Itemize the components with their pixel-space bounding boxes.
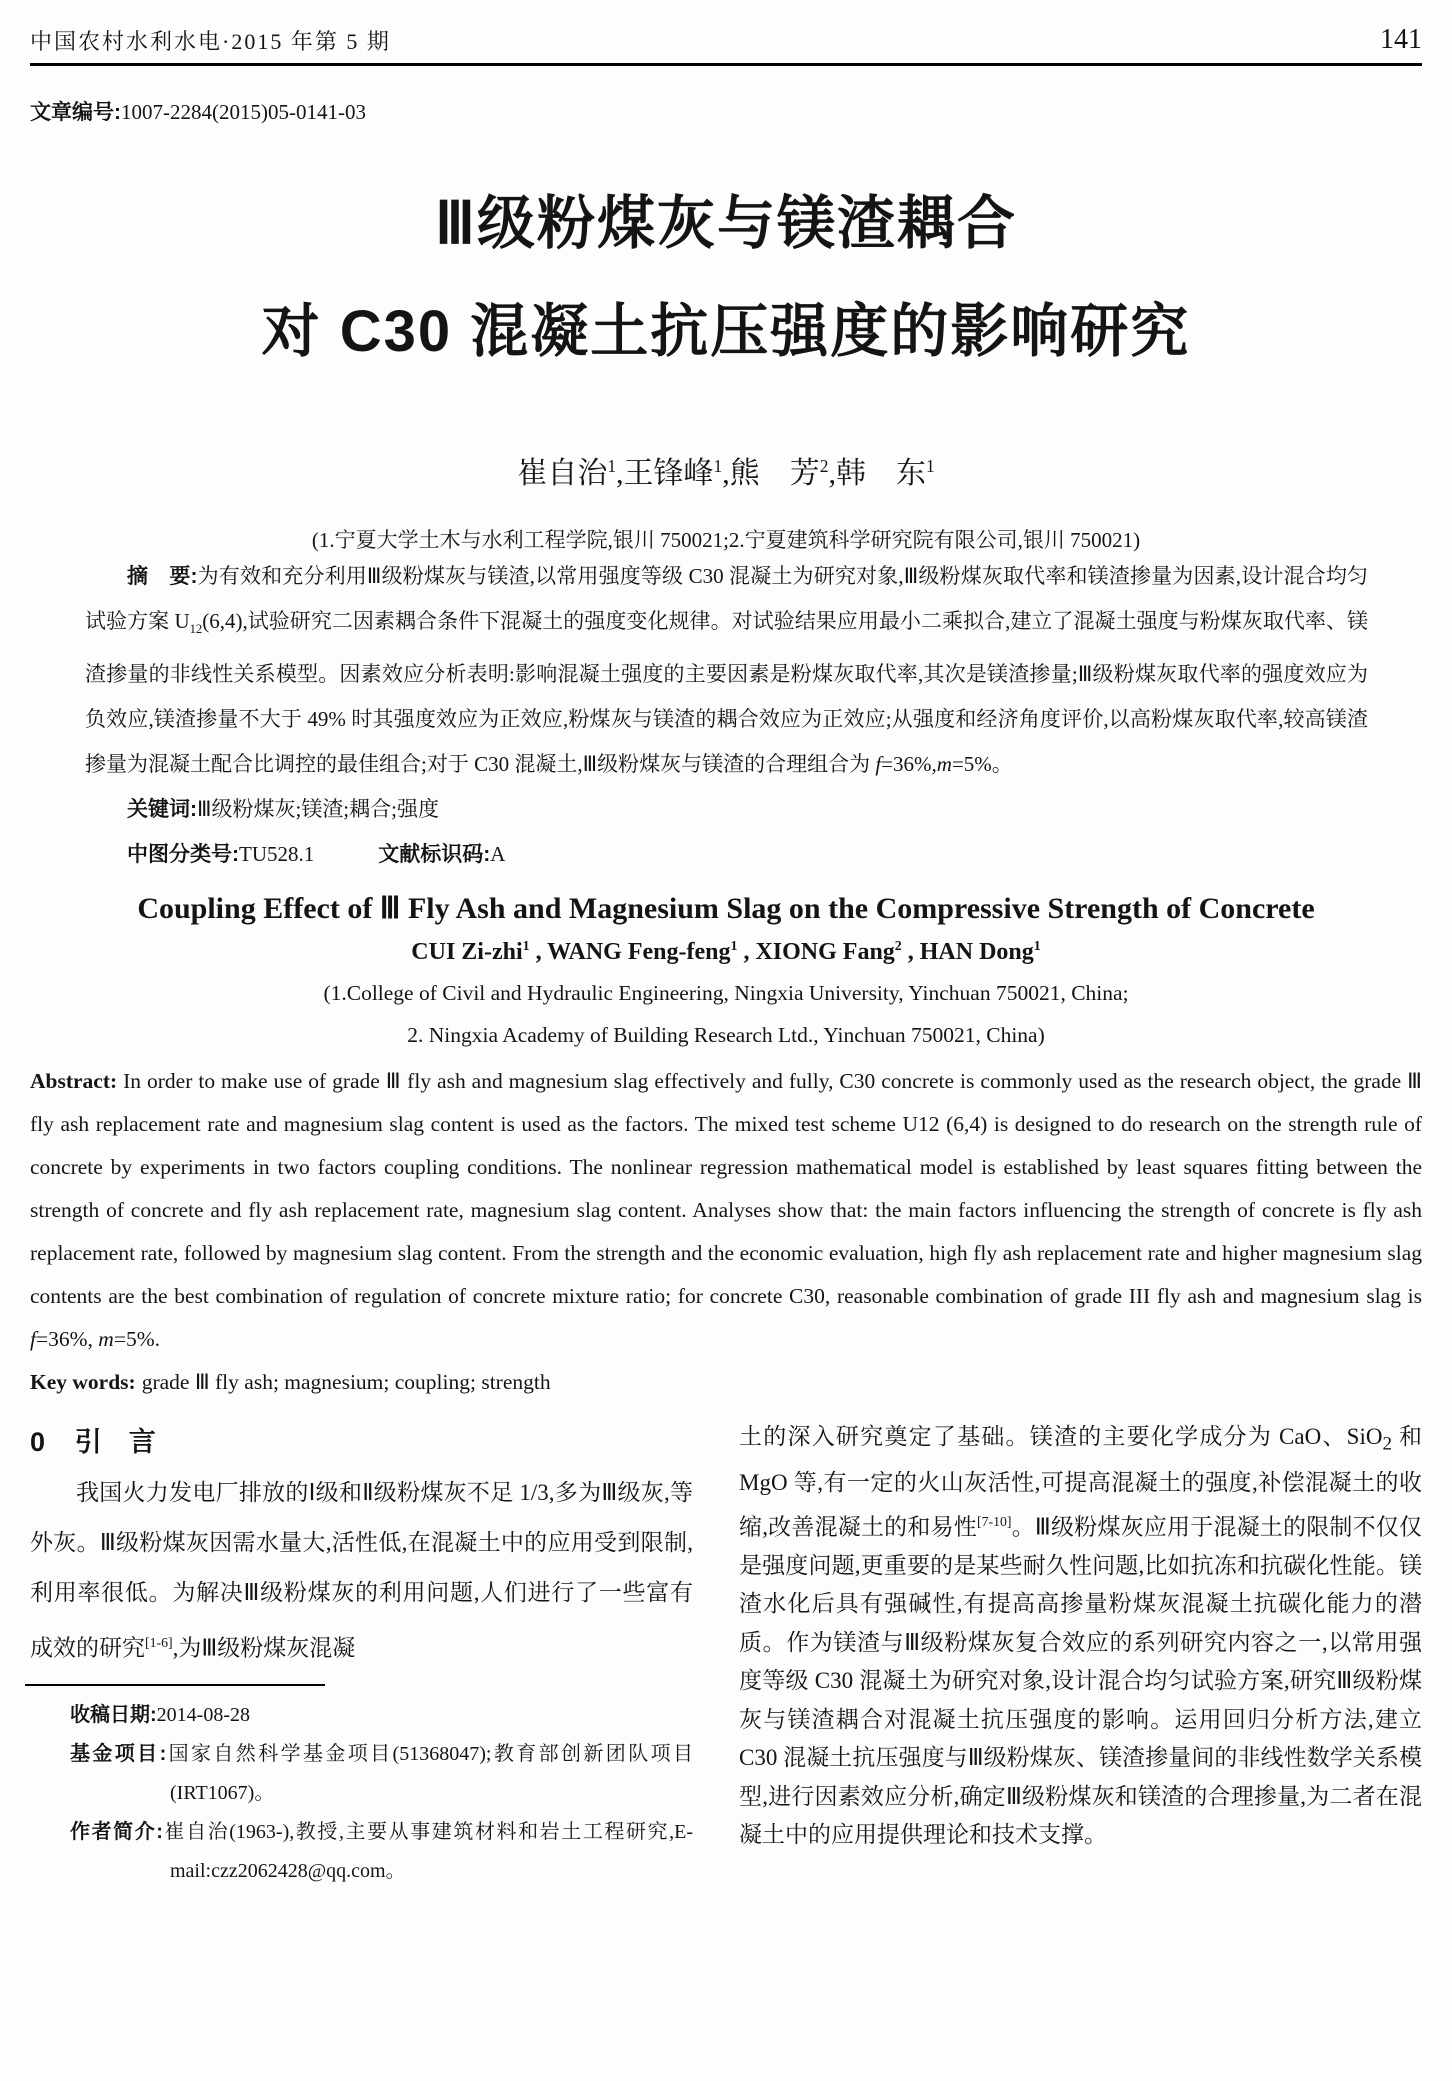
m-value: =5%。	[951, 752, 1013, 777]
author-separator: ,	[828, 457, 836, 490]
author-separator: ,	[722, 457, 730, 490]
clc-label: 中图分类号:	[127, 843, 239, 867]
right-text-1: 土的深入研究奠定了基础。镁渣的主要化学成分为 CaO、SiO	[739, 1424, 1383, 1450]
author-superscript: 1	[522, 939, 530, 955]
author-en: XIONG Fang$^2$	[755, 939, 902, 966]
author-separator: ,	[529, 939, 548, 966]
author-superscript: 1	[607, 456, 617, 476]
article-title-en: Coupling Effect of Ⅲ Fly Ash and Magnesium Slag on the Compressive Strength of Concrete	[137, 892, 1315, 926]
abstract-en-label: Abstract:	[30, 1069, 118, 1094]
abstract-en	[30, 1060, 1422, 1361]
authors-cn	[30, 448, 1422, 492]
keywords-cn-label: 关键词:	[127, 798, 197, 822]
abstract-cn-label: 摘 要:	[127, 565, 198, 588]
two-column-body	[30, 1416, 1422, 1891]
author-superscript: 1	[925, 456, 935, 476]
doc-code-value: A	[490, 842, 506, 867]
journal-title: 中国农村水利水电·2015 年第 5 期	[30, 29, 391, 54]
footnote-fund	[70, 1735, 693, 1813]
author-superscript: 1	[1033, 939, 1041, 955]
author-superscript: 1	[713, 456, 723, 476]
variable-m: m	[98, 1327, 114, 1352]
footnote-received	[70, 1696, 693, 1735]
author-separator: ,	[901, 939, 920, 966]
page-header	[30, 0, 1422, 56]
doc-code-label: 文献标识码:	[378, 843, 491, 867]
right-text-2: 和 MgO 等,有一定的火山灰活性,可提高混凝土的强度,补偿混凝土的收缩,改善混凝土的和易性	[739, 1424, 1423, 1540]
right-column	[739, 1416, 1422, 1891]
authors-en	[30, 939, 1422, 966]
sio2-subscript: 2	[1382, 1433, 1393, 1455]
article-title-cn-line1: Ⅲ级粉煤灰与镁渣耦合	[435, 191, 1017, 256]
right-column-paragraph	[739, 1418, 1422, 1855]
author-superscript: 2	[819, 456, 829, 476]
right-text-3: 。Ⅲ级粉煤灰应用于混凝土的限制不仅仅是强度问题,更重要的是某些耐久性问题,比如抗冻和抗碳化性能。镁渣水化后具有强碱性,有提高高掺量粉煤灰混凝土抗碳化能力的潜质。作为镁渣与Ⅲ级粉煤灰复合效应的系列研究内容之一,以常用强度等级 C30 混凝土为研究对象,设计混合均匀试验方案,研究Ⅲ级粉煤灰与镁渣耦合对混凝土抗压强度的影响。运用回归分析方法,建立 C30 混凝土抗压强度与Ⅲ级粉煤灰、镁渣掺量间的非线性数学关系模型,进行因素效应分析,确定Ⅲ级粉煤灰和镁渣的合理掺量,为二者在混凝土中的应用提供理论和技术支撑。	[739, 1514, 1423, 1848]
author-cn: 韩 东$^1$	[835, 456, 935, 490]
header-rule	[30, 63, 1422, 66]
variable-f: f	[875, 752, 882, 777]
author-cn: 熊 芳$^2$	[729, 456, 829, 490]
footnote-bio-label: 作者简介:	[70, 1820, 163, 1843]
keywords-en	[30, 1361, 1422, 1404]
abstract-cn	[85, 554, 1368, 787]
author-superscript: 1	[730, 939, 738, 955]
affiliation-cn: (1.宁夏大学土木与水利工程学院,银川 750021;2.宁夏建筑科学研究院有限公司,银川 750021)	[311, 528, 1141, 552]
footnote-fund-value: 国家自然科学基金项目(51368047);教育部创新团队项目(IRT1067)。	[166, 1742, 693, 1804]
left-column	[30, 1416, 693, 1891]
abstract-cn-text-1: 为有效和充分利用Ⅲ级粉煤灰与镁渣,以常用强度等级 C30 混凝土为研究对象,Ⅲ级粉煤灰取代率和镁渣掺量为因素,设计混合均匀试验方案 U	[85, 564, 1368, 633]
reference-superscript: [7-10]	[977, 1513, 1012, 1529]
article-number	[30, 96, 1422, 126]
article-number-label: 文章编号:	[30, 101, 121, 124]
article-title-cn	[30, 170, 1422, 386]
article-title-cn-line2: 对 C30 混凝土抗压强度的影响研究	[261, 299, 1191, 364]
section-heading	[30, 1422, 693, 1462]
author-superscript: 2	[894, 939, 902, 955]
f-value: =36%,	[881, 752, 937, 777]
abstract-en-text: In order to make use of grade Ⅲ fly ash and magnesium slag effectively and fully, C30 concrete is commonly used as the research object, the grade Ⅲ fly ash replacement rate and magnesium slag content is used as the factors. The mixed test scheme U12 (6,4) is designed to do research on the strength rule of concrete by experiments in two factors coupling conditions. The nonlinear regression mathematical model is established by least squares fitting between the strength of concrete and fly ash replacement rate, magnesium slag content. Analyses show that: the main factors influencing the strength of concrete is fly ash replacement rate, followed by magnesium slag content. From the strength and the economic evaluation, high fly ash replacement rate and higher magnesium slag contents are the best combination of regulation of concrete mixture ratio; for concrete C30, reasonable combination of grade III fly ash and magnesium slag is	[30, 1069, 1422, 1309]
page-number: 141	[1380, 24, 1422, 55]
author-separator: ,	[737, 939, 756, 966]
affiliation-en-line1: (1.College of Civil and Hydraulic Engineering, Ningxia University, Yinchuan 750021, China;	[323, 981, 1129, 1006]
abstract-cn-text-2: (6,4),试验研究二因素耦合条件下混凝土的强度变化规律。对试验结果应用最小二乘拟合,建立了混凝土强度与粉煤灰取代率、镁渣掺量的非线性关系模型。因素效应分析表明:影响混凝土强度的主要因素是粉煤灰取代率,其次是镁渣掺量;Ⅲ级粉煤灰取代率的强度效应为负效应,镁渣掺量不大于 49% 时其强度效应为正效应,粉煤灰与镁渣的耦合效应为正效应;从强度和经济角度评价,以高粉煤灰取代率,较高镁渣掺量为混凝土配合比调控的最佳组合;对于 C30 混凝土,Ⅲ级粉煤灰与镁渣的合理组合为	[85, 609, 1368, 777]
f-value: =36%,	[35, 1327, 99, 1352]
intro-text-2: ,为Ⅲ级粉煤灰混凝	[172, 1635, 356, 1661]
author-en: WANG Feng-feng$^1$	[547, 939, 738, 966]
article-number-value: 1007-2284(2015)05-0141-03	[121, 100, 366, 124]
keywords-cn	[85, 787, 1368, 832]
author-en: CUI Zi-zhi$^1$	[411, 939, 530, 966]
variable-f: f	[30, 1327, 36, 1352]
u12-subscript: 12	[189, 622, 203, 637]
intro-text-1: 我国火力发电厂排放的Ⅰ级和Ⅱ级粉煤灰不足 1/3,多为Ⅲ级灰,等外灰。Ⅲ级粉煤灰因需水量大,活性低,在混凝土中的应用受到限制,利用率很低。为解决Ⅲ级粉煤灰的利用问题,人们进行了一些富有成效的研究	[30, 1480, 693, 1661]
footnote-rule	[25, 1684, 325, 1686]
reference-superscript: [1-6]	[145, 1635, 173, 1651]
section-number: 0	[30, 1427, 46, 1458]
clc-value: TU528.1	[239, 842, 315, 867]
affiliation-en	[30, 972, 1422, 1056]
affiliation-en-line2: 2. Ningxia Academy of Building Research Ltd., Yinchuan 750021, China)	[407, 1023, 1045, 1048]
intro-paragraph	[30, 1468, 693, 1674]
section-title: 引 言	[74, 1427, 156, 1458]
author-cn: 王锋峰$^1$	[623, 456, 723, 490]
footnote-fund-label: 基金项目:	[70, 1742, 167, 1765]
footnote-received-label: 收稿日期:	[70, 1703, 157, 1726]
author-cn: 崔自治$^1$	[517, 456, 617, 490]
keywords-en-label: Key words:	[30, 1370, 136, 1395]
footnotes	[30, 1684, 693, 1891]
footnote-received-value: 2014-08-28	[156, 1703, 250, 1726]
clc-line	[85, 832, 1368, 877]
author-separator: ,	[616, 457, 624, 490]
m-value: =5%.	[113, 1327, 160, 1352]
footnote-bio	[70, 1813, 693, 1891]
keywords-cn-value: Ⅲ级粉煤灰;镁渣;耦合;强度	[197, 797, 439, 822]
footnote-bio-value: 崔自治(1963-),教授,主要从事建筑材料和岩土工程研究,E-mail:czz2062428@qq.com。	[162, 1820, 693, 1882]
author-en: HAN Dong$^1$	[919, 939, 1041, 966]
variable-m: m	[936, 752, 952, 777]
keywords-en-value: grade Ⅲ fly ash; magnesium; coupling; strength	[141, 1370, 551, 1395]
